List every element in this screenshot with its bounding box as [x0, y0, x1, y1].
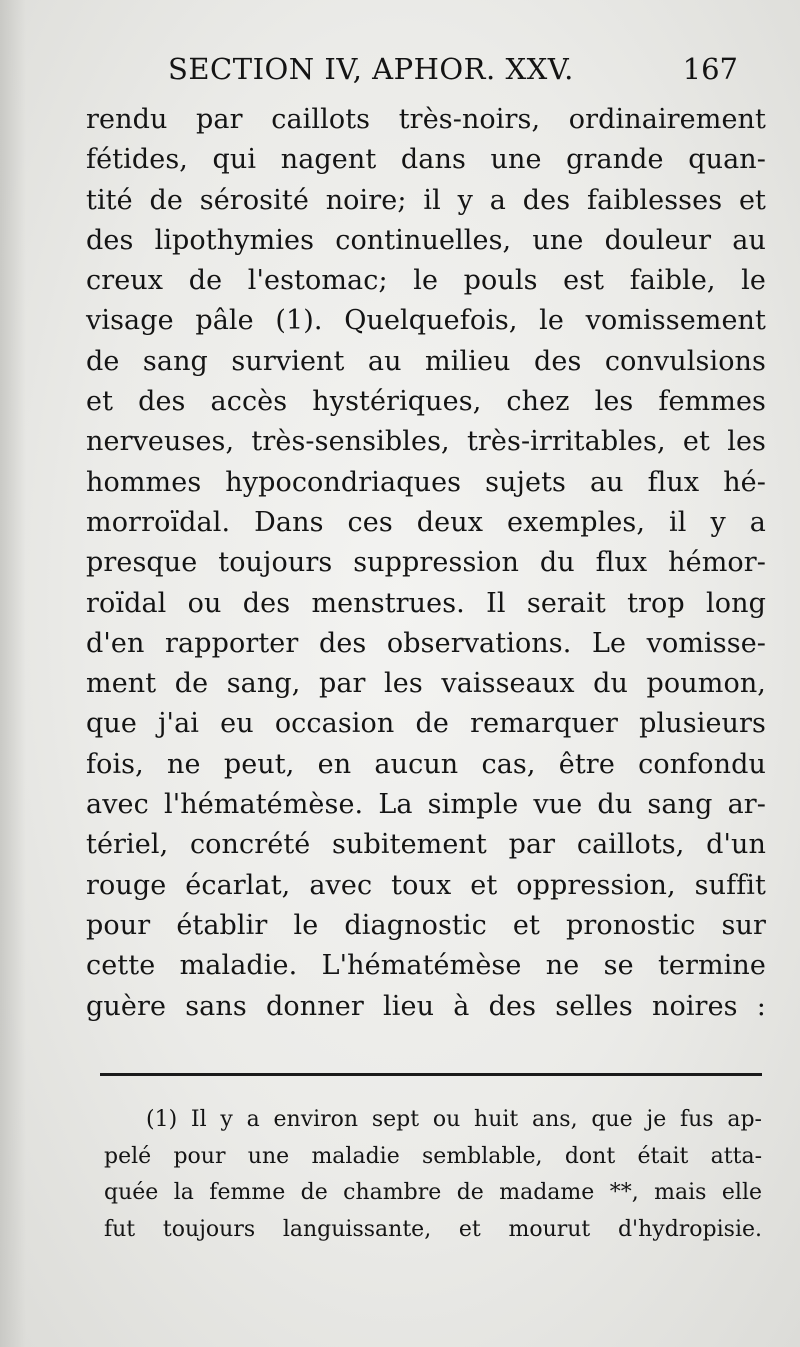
text-line: tité de sérosité noire; il y a des faiblesses et — [86, 184, 766, 216]
text-line: et des accès hystériques, chez les femmes — [86, 386, 766, 418]
text-line: ment de sang, par les vaisseaux du poumon, — [86, 668, 766, 700]
text-line: rouge écarlat, avec toux et oppression, suffit — [86, 869, 766, 901]
text-line: nerveuses, très-sensibles, très-irritables, et les — [86, 426, 766, 458]
text-line: pour établir le diagnostic et pronostic sur — [86, 909, 766, 941]
text-line: tériel, concrété subitement par caillots, d'un — [86, 829, 766, 861]
text-line: creux de l'estomac; le pouls est faible, le — [86, 265, 766, 297]
footnote-line: fut toujours languissante, et mourut d'hydropisie. — [104, 1216, 762, 1242]
text-line: fois, ne peut, en aucun cas, être confondu — [86, 748, 766, 780]
page-number: 167 — [682, 52, 738, 86]
page-header — [168, 52, 738, 96]
text-line: guère sans donner lieu à des selles noires : — [86, 990, 766, 1022]
footnote — [104, 1102, 762, 1248]
page-gutter-shadow — [0, 0, 26, 1347]
footnote-rule — [100, 1073, 762, 1076]
text-line: rendu par caillots très-noirs, ordinairement — [86, 104, 766, 135]
text-line: de sang survient au milieu des convulsions — [86, 345, 766, 377]
text-line: d'en rapporter des observations. Le vomisse- — [86, 627, 766, 659]
footnote-line: quée la femme de chambre de madame **, mais elle — [104, 1180, 762, 1205]
text-line: presque toujours suppression du flux hémor- — [86, 547, 766, 579]
footnote-line: (1) Il y a environ sept ou huit ans, que je fus ap- — [146, 1107, 762, 1132]
text-line: roïdal ou des menstrues. Il serait trop long — [86, 587, 766, 619]
text-line: des lipothymies continuelles, une douleur au — [86, 224, 766, 256]
text-line: hommes hypocondriaques sujets au flux hé- — [86, 466, 766, 498]
text-line: morroïdal. Dans ces deux exemples, il y a — [86, 506, 766, 538]
footnote-line: pelé pour une maladie semblable, dont était atta- — [104, 1143, 762, 1169]
text-line: que j'ai eu occasion de remarquer plusieurs — [86, 708, 766, 740]
text-line: fétides, qui nagent dans une grande quan- — [86, 144, 766, 176]
main-text — [86, 100, 766, 1027]
text-line: avec l'hématémèse. La simple vue du sang ar- — [86, 789, 766, 821]
running-head: SECTION IV, APHOR. XXV. — [168, 52, 574, 86]
text-line: visage pâle (1). Quelquefois, le vomissement — [86, 305, 766, 337]
text-line: cette maladie. L'hématémèse ne se termine — [86, 950, 766, 982]
